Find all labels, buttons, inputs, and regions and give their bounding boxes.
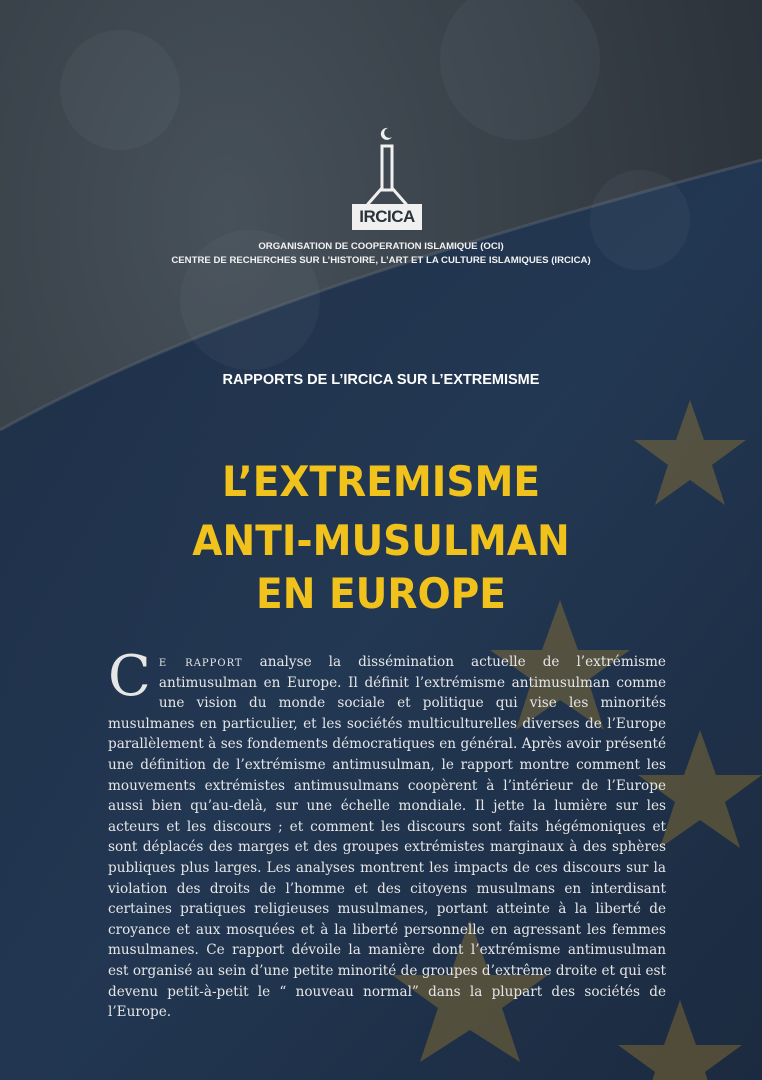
drop-cap: C [108,644,151,709]
abstract-lead-words: e rapport [158,654,243,670]
abstract-paragraph [108,644,666,1023]
title-line-2: ANTI-MUSULMAN [192,516,570,565]
ircica-logo-text: IRCICA [352,204,422,230]
research-centre-name: CENTRE DE RECHERCHES SUR L’HISTOIRE, L’ART ET LA CULTURE ISLAMIQUES (IRCICA) [171,255,591,266]
title-line-1: L’EXTREMISME [221,457,541,506]
abstract-text: analyse la dissémination actuelle de l’extrémisme antimusulman en Europe. Il définit l’extrémisme antimusulman comme une vision du monde sociale et politique qui vise les minorités musulmanes en particulier, et les sociétés multiculturelles diverses de l’Europe parallèlement à ses fondements démocratiques en général. Après avoir présenté une définition de l’extrémisme antimusulman, le rapport montre comment les mouvements extrémistes antimusulmans coopèrent à l’intérieur de l’Europe aussi bien qu’au-delà, sur une échelle mondiale. Il jette la lumière sur les acteurs et les discours ; et comment les discours sont faits hégémoniques et sont déplacés des marges et des groupes extrémistes marginaux à des sphères publiques plus larges. Les analyses montrent les impacts de ces discours sur la violation des droits de l’homme et des citoyens musulmans en interdisant certaines pratiques religieuses musulmanes, portant atteinte à la liberté de croyance et aux mosquées et à la liberté personnelle en agressant les femmes musulmanes. Ce rapport dévoile la manière dont l’extrémisme antimusulman est organisé au sein d’une petite minorité de groupes d’extrême droite et qui est devenu petit-à-petit le “ nouveau normal” dans la plupart des sociétés de l’Europe. [108,654,666,1021]
series-title: RAPPORTS DE L’IRCICA SUR L’EXTREMISME [222,372,540,388]
organization-name: ORGANISATION DE COOPERATION ISLAMIQUE (OCI) [258,241,504,252]
title-line-3: EN EUROPE [256,569,506,618]
